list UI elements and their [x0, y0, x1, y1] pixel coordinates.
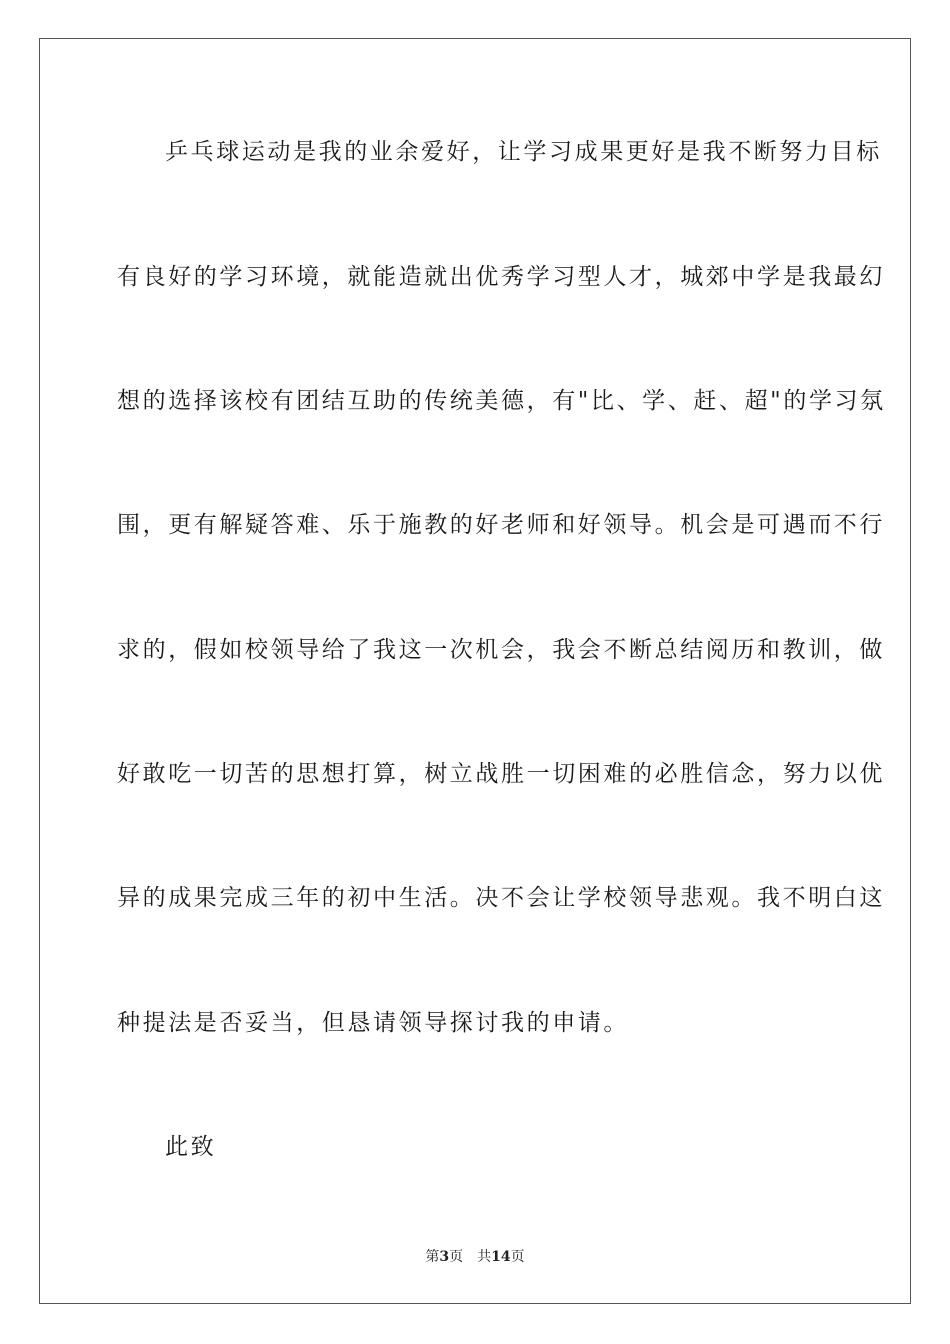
body-line-5: 求的，假如校领导给了我这一次机会，我会不断总结阅历和教训，做 — [117, 637, 885, 663]
footer-total-prefix: 共 — [477, 1249, 492, 1265]
body-line-8: 种提法是否妥当，但恳请领导探讨我的申请。 — [117, 1010, 629, 1036]
closing-salutation: 此致 — [165, 1134, 217, 1160]
page-footer — [0, 1248, 950, 1266]
body-line-3: 想的选择该校有团结互助的传统美德，有"比、学、赶、超"的学习氛 — [117, 388, 886, 414]
footer-page-prefix: 第 — [425, 1249, 440, 1265]
footer-page-suffix: 页 — [449, 1249, 464, 1265]
body-line-7: 异的成果完成三年的初中生活。决不会让学校领导悲观。我不明白这 — [117, 885, 885, 911]
body-line-2: 有良好的学习环境，就能造就出优秀学习型人才，城郊中学是我最幻 — [117, 264, 885, 290]
footer-total-pages: 14 — [491, 1249, 511, 1265]
page-frame — [39, 38, 911, 1304]
footer-page-number: 3 — [439, 1249, 450, 1265]
body-line-4: 围，更有解疑答难、乐于施教的好老师和好领导。机会是可遇而不行 — [117, 512, 885, 538]
body-line-6: 好敢吃一切苦的思想打算，树立战胜一切困难的必胜信念，努力以优 — [117, 761, 885, 787]
footer-total-suffix: 页 — [510, 1249, 525, 1265]
body-line-1: 乒乓球运动是我的业余爱好，让学习成果更好是我不断努力目标 — [165, 139, 882, 165]
